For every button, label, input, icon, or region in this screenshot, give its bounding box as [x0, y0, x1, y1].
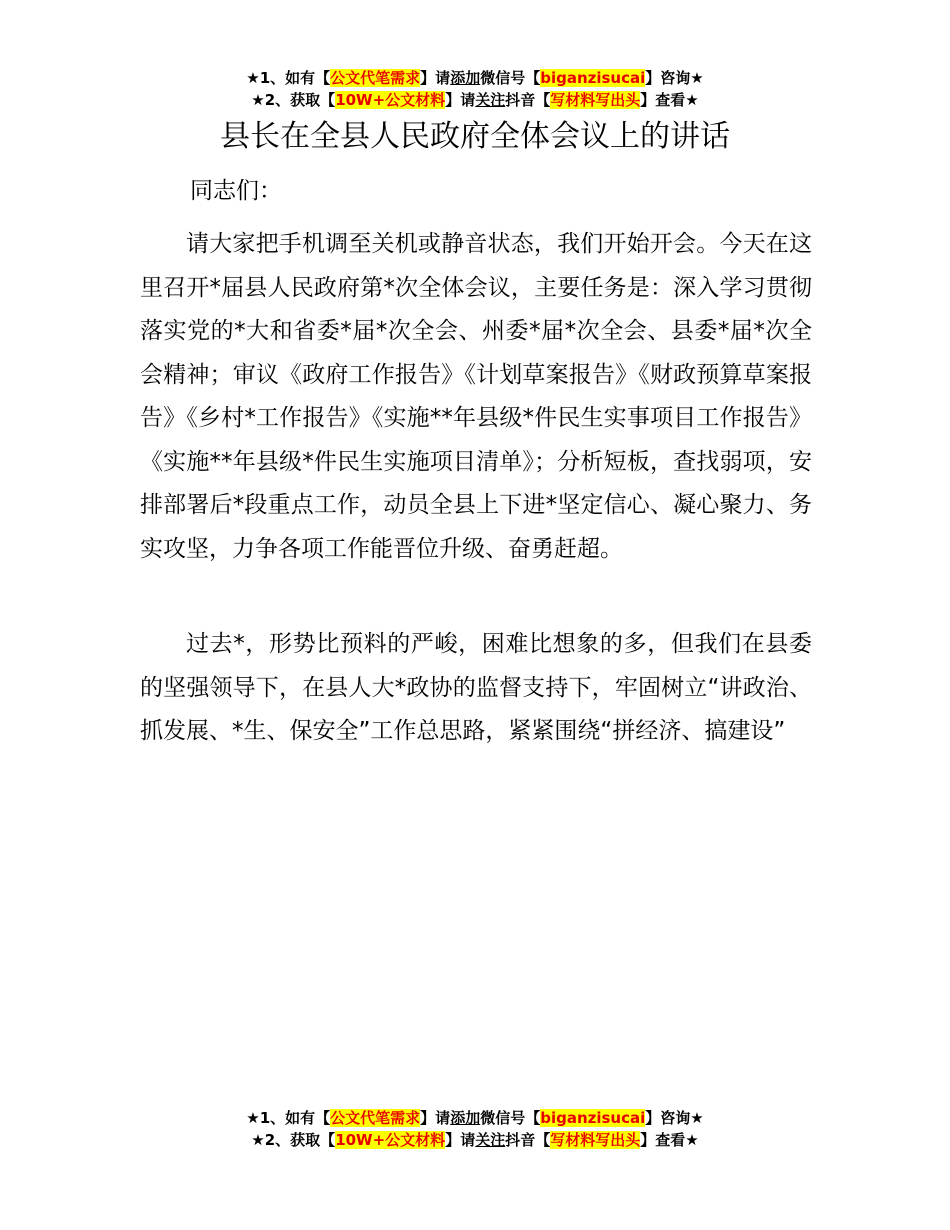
banner-text: ★1、如有【: [246, 69, 331, 87]
banner-text: 】请: [445, 91, 476, 109]
banner-text: 】咨询★: [645, 69, 704, 87]
banner-underlined-text: 添加: [450, 69, 481, 87]
banner-text: ★2、获取【: [251, 1131, 336, 1149]
banner-text: 抖音【: [505, 1131, 551, 1149]
banner-highlight-douyin-account: 写材料写出头: [550, 91, 641, 109]
banner-underlined-text: 添加: [450, 1109, 481, 1127]
banner-underlined-text: 关注: [475, 91, 506, 109]
header-banner-line-1: [0, 67, 950, 89]
document-title: 县长在全县人民政府全体会议上的讲话: [220, 119, 730, 154]
banner-text: 】请: [420, 1109, 451, 1127]
banner-highlight: 公文代笔需求: [330, 1109, 421, 1127]
banner-highlight-douyin-account: 写材料写出头: [550, 1131, 641, 1149]
banner-text: 】查看★: [640, 91, 699, 109]
banner-text: 】咨询★: [645, 1109, 704, 1127]
banner-underlined-text: 关注: [475, 1131, 506, 1149]
banner-highlight: 公文代笔需求: [330, 69, 421, 87]
banner-text: 抖音【: [505, 91, 551, 109]
salutation: 同志们：: [190, 178, 282, 204]
banner-highlight-wechat-id: biganzisucai: [540, 1109, 646, 1127]
banner-text: 】请: [445, 1131, 476, 1149]
banner-text: ★2、获取【: [251, 91, 336, 109]
body-paragraph-1: 请大家把手机调至关机或静音状态，我们开始开会。今天在这里召开*届县人民政府第*次全体会议，主要任务是：深入学习贯彻落实党的*大和省委*届*次全会、州委*届*次全会、县委*届*次全会精神；审议《政府工作报告》《计划草案报告》《财政预算草案报告》《乡村*工作报告》《实施**年县级*件民生实事项目工作报告》《实施**年县级*件民生实施项目清单》；分析短板，查找弱项，安排部署后*段重点工作，动员全县上下进*坚定信心、凝心聚力、务实攻坚，力争各项工作能晋位升级、奋勇赶超。: [140, 231, 812, 562]
banner-text: 】请: [420, 69, 451, 87]
banner-highlight: 10W+公文材料: [335, 91, 446, 109]
footer-banner: [0, 1107, 950, 1151]
footer-banner-line-1: [0, 1107, 950, 1129]
banner-highlight-wechat-id: biganzisucai: [540, 69, 646, 87]
body-paragraph-2: 过去*，形势比预料的严峻，困难比想象的多，但我们在县委的坚强领导下，在县人大*政协的监督支持下，牢固树立“讲政治、抓发展、*生、保安全”工作总思路，紧紧围绕“拼经济、搞建设”: [140, 631, 812, 744]
banner-text: 微信号【: [480, 1109, 541, 1127]
footer-banner-line-2: [0, 1129, 950, 1151]
banner-text: 】查看★: [640, 1131, 699, 1149]
header-banner-line-2: [0, 89, 950, 111]
header-banner: [0, 67, 950, 111]
banner-text: 微信号【: [480, 69, 541, 87]
banner-text: ★1、如有【: [246, 1109, 331, 1127]
banner-highlight: 10W+公文材料: [335, 1131, 446, 1149]
